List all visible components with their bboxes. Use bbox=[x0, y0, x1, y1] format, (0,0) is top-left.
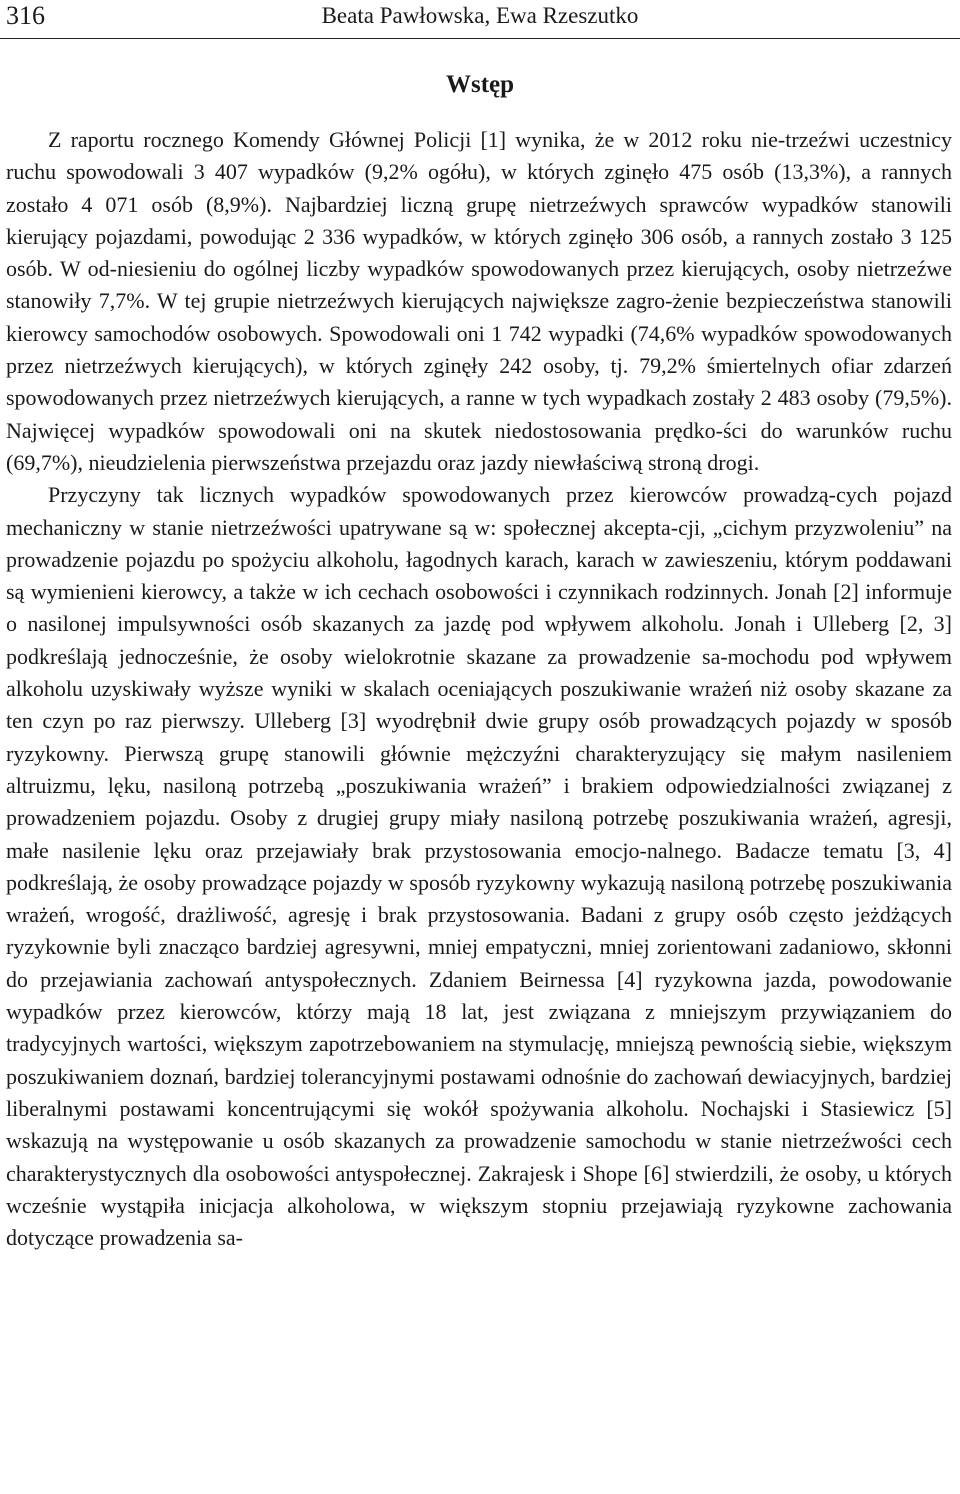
header-rule bbox=[0, 38, 960, 39]
running-head: Beata Pawłowska, Ewa Rzeszutko bbox=[321, 3, 639, 28]
section-title: Wstęp bbox=[445, 71, 515, 98]
paragraph-intro: Z raportu rocznego Komendy Głównej Policji [1] wynika, że w 2012 roku nie-trzeźwi uczestnicy ruchu spowodowali 3 407 wypadków (9,2% ogółu), w których zginęło 475 osób (13,3%), a rannych zostało 4 071 osób (8,9%). Najbardziej liczną grupę nietrzeźwych sprawców wypadków stanowili kierujący pojazdami, powodując 2 336 wypadków, w których zginęło 306 osób, a rannych zostało 3 125 osób. W od-niesieniu do ogólnej liczby wypadków spowodowanych przez kierujących, osoby nietrzeźwe stanowiły 7,7%. W tej grupie nietrzeźwych kierujących największe zagro-żenie bezpieczeństwa stanowili kierowcy samochodów osobowych. Spowodowali oni 1 742 wypadki (74,6% wypadków spowodowanych przez nietrzeźwych kierujących), w których zginęły 242 osoby, tj. 79,2% śmiertelnych ofiar zdarzeń spowodowanych przez nietrzeźwych kierujących, a ranne w tych wypadkach zostały 2 483 osoby (79,5%). Najwięcej wypadków spowodowali oni na skutek niedostosowania prędko-ści do warunków ruchu (69,7%), nieudzielenia pierwszeństwa przejazdu oraz jazdy niewłaściwą stroną drogi. bbox=[6, 127, 952, 475]
page-header bbox=[0, 0, 960, 40]
text-body bbox=[6, 124, 952, 1254]
paragraph-causes: Przyczyny tak licznych wypadków spowodowanych przez kierowców prowadzą-cych pojazd mechaniczny w stanie nietrzeźwości upatrywane są w: społecznej akcepta-cji, „cichym przyzwoleniu” na prowadzenie pojazdu po spożyciu alkoholu, łagodnych karach, karach w zawieszeniu, którym poddawani są wymienieni kierowcy, a także w ich cechach osobowości i czynnikach rodzinnych. Jonah [2] informuje o nasilonej impulsywności osób skazanych za jazdę pod wpływem alkoholu. Jonah i Ulleberg [2, 3] podkreślają jednocześnie, że osoby wielokrotnie skazane za prowadzenie sa-mochodu pod wpływem alkoholu uzyskiwały wyższe wyniki w skalach oceniających poszukiwanie wrażeń niż osoby skazane za ten czyn po raz pierwszy. Ulleberg [3] wyodrębnił dwie grupy osób prowadzących pojazdy w sposób ryzykowny. Pierwszą grupę stanowili głównie mężczyźni charakteryzujący się małym nasileniem altruizmu, lęku, nasiloną potrzebą „poszukiwania wrażeń” i brakiem odpowiedzialności związanej z prowadzeniem pojazdu. Osoby z drugiej grupy miały nasiloną potrzebę poszukiwania wrażeń, agresji, małe nasilenie lęku oraz przejawiały brak przystosowania emocjo-nalnego. Badacze tematu [3, 4] podkreślają, że osoby prowadzące pojazdy w sposób ryzykowny wykazują nasiloną potrzebę poszukiwania wrażeń, wrogość, drażliwość, agresję i brak przystosowania. Badani z grupy osób często jeżdżących ryzykownie byli znacząco bardziej agresywni, mniej empatyczni, mniej zorientowani zadaniowo, skłonni do przejawiania zachowań antyspołecznych. Zdaniem Beirnessa [4] ryzykowna jazda, powodowanie wypadków przez kierowców, którzy mają 18 lat, jest związana z mniejszym przywiązaniem do tradycyjnych wartości, większym zapotrzebowaniem na stymulację, mniejszą pewnością siebie, większym poszukiwaniem doznań, bardziej tolerancyjnymi postawami odnośnie do zachowań dewiacyjnych, bardziej liberalnymi postawami koncentrującymi się wokół spożywania alkoholu. Nochajski i Stasiewicz [5] wskazują na występowanie u osób skazanych za prowadzenie samochodu w stanie nietrzeźwości cech charakterystycznych dla osobowości antyspołecznej. Zakrajesk i Shope [6] stwierdzili, że osoby, u których wcześnie wystąpiła inicjacja alkoholowa, w większym stopniu przejawiają ryzykowne zachowania dotyczące prowadzenia sa- bbox=[6, 482, 952, 1251]
page-number: 316 bbox=[6, 1, 45, 30]
